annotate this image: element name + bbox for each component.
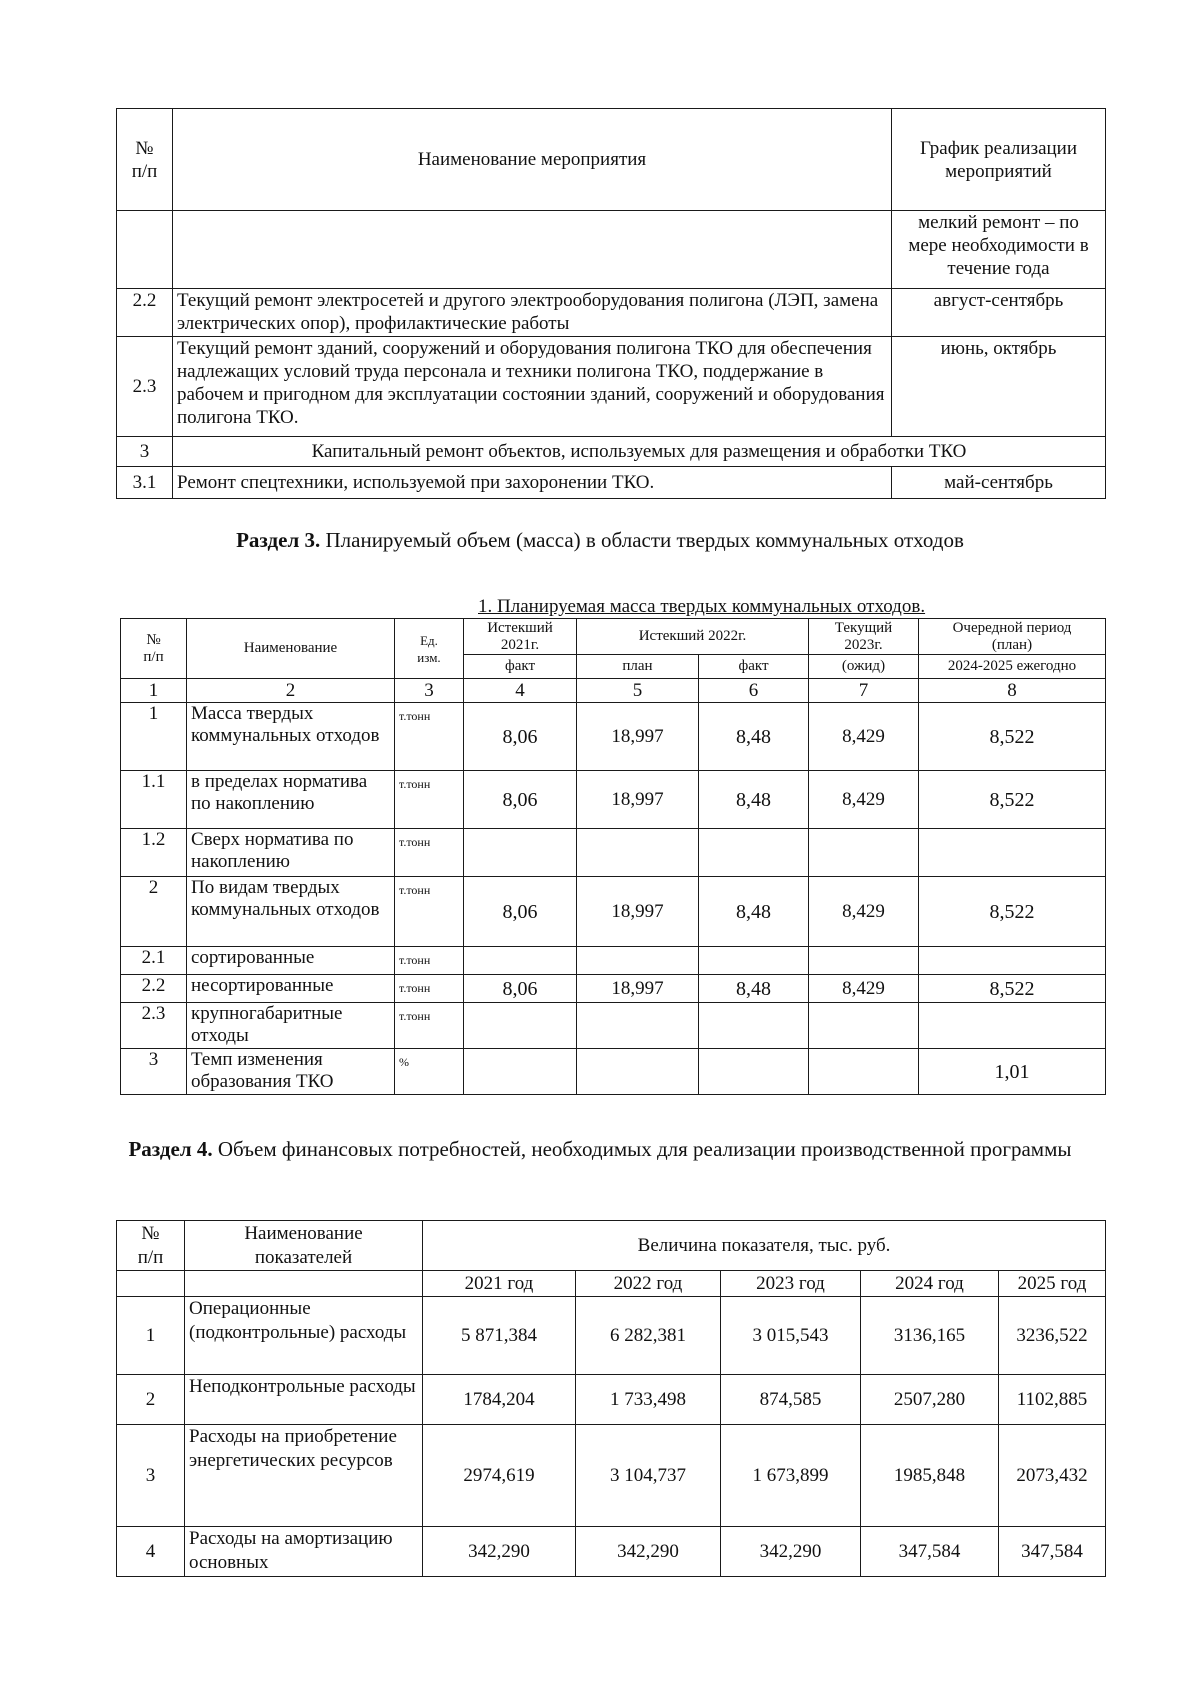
finance-table-header	[117, 1221, 1106, 1271]
row-value: 1 673,899	[721, 1425, 861, 1527]
row-name: Капитальный ремонт объектов, используемых для размещения и обработки ТКО	[173, 437, 1106, 467]
table-row	[121, 829, 1106, 877]
header-schedule: График реализации мероприятий	[892, 109, 1106, 211]
row-value: 1985,848	[861, 1425, 999, 1527]
row-value: 8,48	[699, 703, 809, 771]
row-name: сортированные	[187, 947, 395, 975]
row-unit: т.тонн	[395, 947, 464, 975]
table-row	[121, 947, 1106, 975]
header-fact-2021: факт	[464, 655, 577, 679]
header-indicator-name: Наименование показателей	[185, 1221, 423, 1271]
table-row	[121, 877, 1106, 947]
table-row	[117, 1527, 1106, 1577]
header-num: № п/п	[117, 1221, 185, 1271]
row-value: 342,290	[423, 1527, 576, 1577]
column-numbers-row	[121, 679, 1106, 703]
row-value: 8,522	[919, 975, 1106, 1003]
row-value	[464, 947, 577, 975]
row-value: 18,997	[577, 703, 699, 771]
row-name: несортированные	[187, 975, 395, 1003]
header-2021: Истекший 2021г.	[464, 619, 577, 655]
row-schedule: мелкий ремонт – по мере необходимости в течение года	[892, 211, 1106, 289]
year-header: 2022 год	[576, 1271, 721, 1297]
row-value: 5 871,384	[423, 1297, 576, 1375]
row-value	[699, 947, 809, 975]
header-next-years: 2024-2025 ежегодно	[919, 655, 1106, 679]
waste-mass-table	[120, 618, 1106, 1095]
table-row	[121, 1049, 1106, 1095]
row-num: 1	[117, 1297, 185, 1375]
row-num: 3.1	[117, 467, 173, 499]
row-name: Сверх норматива по накоплению	[187, 829, 395, 877]
col-number: 6	[699, 679, 809, 703]
row-name: Текущий ремонт электросетей и другого электрооборудования полигона (ЛЭП, замена электрических опор), профилактические работы	[173, 289, 892, 337]
row-schedule: май-сентябрь	[892, 467, 1106, 499]
row-num: 2	[117, 1375, 185, 1425]
row-value	[699, 1003, 809, 1049]
row-value: 8,48	[699, 771, 809, 829]
row-value: 342,290	[721, 1527, 861, 1577]
table-row	[117, 289, 1106, 337]
row-value	[464, 1049, 577, 1095]
row-unit: т.тонн	[395, 829, 464, 877]
blank-cell	[185, 1271, 423, 1297]
col-number: 8	[919, 679, 1106, 703]
events-table	[116, 108, 1106, 499]
row-value: 18,997	[577, 877, 699, 947]
table-row	[121, 1003, 1106, 1049]
row-value: 2974,619	[423, 1425, 576, 1527]
row-unit: т.тонн	[395, 1003, 464, 1049]
row-value	[919, 1003, 1106, 1049]
row-num: 2.3	[117, 337, 173, 437]
row-name: Ремонт спецтехники, используемой при захоронении ТКО.	[173, 467, 892, 499]
row-value: 8,48	[699, 877, 809, 947]
header-name: Наименование	[187, 619, 395, 679]
row-value: 1 733,498	[576, 1375, 721, 1425]
row-value: 8,522	[919, 877, 1106, 947]
col-number: 5	[577, 679, 699, 703]
row-value: 3 015,543	[721, 1297, 861, 1375]
row-value	[919, 829, 1106, 877]
row-value	[577, 829, 699, 877]
row-value: 3 104,737	[576, 1425, 721, 1527]
section-4-label: Раздел 4.	[128, 1137, 213, 1161]
row-value	[464, 1003, 577, 1049]
row-value: 1,01	[919, 1049, 1106, 1095]
header-num: № п/п	[117, 109, 173, 211]
years-row	[117, 1271, 1106, 1297]
row-name: По видам твердых коммунальных отходов	[187, 877, 395, 947]
row-value: 18,997	[577, 771, 699, 829]
row-value: 8,06	[464, 771, 577, 829]
header-num: № п/п	[121, 619, 187, 679]
table-row	[121, 975, 1106, 1003]
row-name: Масса твердых коммунальных отходов	[187, 703, 395, 771]
row-value: 874,585	[721, 1375, 861, 1425]
table-row	[117, 1297, 1106, 1375]
table-row	[117, 337, 1106, 437]
row-num: 1.2	[121, 829, 187, 877]
year-header: 2021 год	[423, 1271, 576, 1297]
col-number: 7	[809, 679, 919, 703]
section-4-title: Объем финансовых потребностей, необходимых для реализации производственной программы	[212, 1137, 1072, 1161]
row-value: 347,584	[999, 1527, 1106, 1577]
row-value: 8,429	[809, 771, 919, 829]
financial-needs-table	[116, 1220, 1106, 1577]
row-num: 3	[117, 437, 173, 467]
row-value: 3236,522	[999, 1297, 1106, 1375]
col-number: 3	[395, 679, 464, 703]
row-name: крупногабаритные отходы	[187, 1003, 395, 1049]
row-value: 3136,165	[861, 1297, 999, 1375]
row-value: 8,06	[464, 703, 577, 771]
row-num: 2.3	[121, 1003, 187, 1049]
row-num: 4	[117, 1527, 185, 1577]
row-num	[117, 211, 173, 289]
col-number: 2	[187, 679, 395, 703]
row-num: 2.1	[121, 947, 187, 975]
header-2022: Истекший 2022г.	[577, 619, 809, 655]
row-name: в пределах норматива по накоплению	[187, 771, 395, 829]
header-expected-2023: (ожид)	[809, 655, 919, 679]
row-value: 18,997	[577, 975, 699, 1003]
row-value: 1102,885	[999, 1375, 1106, 1425]
table-row	[121, 703, 1106, 771]
table-2-caption: 1. Планируемая масса твердых коммунальных отходов.	[478, 596, 926, 617]
header-plan-2022: план	[577, 655, 699, 679]
row-value: 2507,280	[861, 1375, 999, 1425]
row-name: Операционные (подконтрольные) расходы	[185, 1297, 423, 1375]
row-value: 347,584	[861, 1527, 999, 1577]
row-value: 8,429	[809, 975, 919, 1003]
section-4-heading	[0, 1136, 1200, 1162]
row-num: 1.1	[121, 771, 187, 829]
header-unit: Ед. изм.	[395, 619, 464, 679]
row-value	[699, 829, 809, 877]
events-table-header	[117, 109, 1106, 211]
section-3-title: Планируемый объем (масса) в области твердых коммунальных отходов	[320, 528, 964, 552]
row-value: 2073,432	[999, 1425, 1106, 1527]
row-num: 2.2	[121, 975, 187, 1003]
row-schedule: август-сентябрь	[892, 289, 1106, 337]
table-row	[117, 467, 1106, 499]
col-number: 1	[121, 679, 187, 703]
header-next-period: Очередной период (план)	[919, 619, 1106, 655]
year-header: 2025 год	[999, 1271, 1106, 1297]
row-schedule: июнь, октябрь	[892, 337, 1106, 437]
row-name: Темп изменения образования ТКО	[187, 1049, 395, 1095]
header-fact-2022: факт	[699, 655, 809, 679]
row-value	[809, 1049, 919, 1095]
row-value	[577, 1003, 699, 1049]
header-event-name: Наименование мероприятия	[173, 109, 892, 211]
table-row	[117, 211, 1106, 289]
row-value: 8,48	[699, 975, 809, 1003]
row-value	[809, 947, 919, 975]
row-value: 1784,204	[423, 1375, 576, 1425]
row-unit: т.тонн	[395, 771, 464, 829]
row-unit: т.тонн	[395, 703, 464, 771]
table-row	[117, 1425, 1106, 1527]
row-name: Расходы на амортизацию основных	[185, 1527, 423, 1577]
row-value: 6 282,381	[576, 1297, 721, 1375]
row-num: 3	[117, 1425, 185, 1527]
row-num: 2.2	[117, 289, 173, 337]
year-header: 2024 год	[861, 1271, 999, 1297]
waste-table-header-1	[121, 619, 1106, 655]
row-value	[699, 1049, 809, 1095]
row-value	[577, 947, 699, 975]
row-name: Текущий ремонт зданий, сооружений и оборудования полигона ТКО для обеспечения надлежащих условий труда персонала и техники полигона ТКО, поддержание в рабочем и пригодном для эксплуатации состоянии зданий, сооружений и оборудования полигона ТКО.	[173, 337, 892, 437]
blank-cell	[117, 1271, 185, 1297]
row-unit: т.тонн	[395, 975, 464, 1003]
row-value: 8,06	[464, 877, 577, 947]
section-3-label: Раздел 3.	[236, 528, 321, 552]
row-value: 8,522	[919, 703, 1106, 771]
table-row	[117, 437, 1106, 467]
row-value: 8,429	[809, 703, 919, 771]
year-header: 2023 год	[721, 1271, 861, 1297]
row-value	[809, 1003, 919, 1049]
row-value: 8,429	[809, 877, 919, 947]
row-name: Расходы на приобретение энергетических ресурсов	[185, 1425, 423, 1527]
row-unit: %	[395, 1049, 464, 1095]
header-indicator-value: Величина показателя, тыс. руб.	[423, 1221, 1106, 1271]
header-2023: Текущий 2023г.	[809, 619, 919, 655]
row-value	[919, 947, 1106, 975]
row-value: 342,290	[576, 1527, 721, 1577]
table-row	[117, 1375, 1106, 1425]
row-value	[809, 829, 919, 877]
row-value: 8,06	[464, 975, 577, 1003]
col-number: 4	[464, 679, 577, 703]
row-value: 8,522	[919, 771, 1106, 829]
row-name: Неподконтрольные расходы	[185, 1375, 423, 1425]
row-unit: т.тонн	[395, 877, 464, 947]
row-num: 1	[121, 703, 187, 771]
row-value	[577, 1049, 699, 1095]
row-name	[173, 211, 892, 289]
section-3-heading	[0, 527, 1200, 553]
row-value	[464, 829, 577, 877]
row-num: 3	[121, 1049, 187, 1095]
row-num: 2	[121, 877, 187, 947]
table-row	[121, 771, 1106, 829]
